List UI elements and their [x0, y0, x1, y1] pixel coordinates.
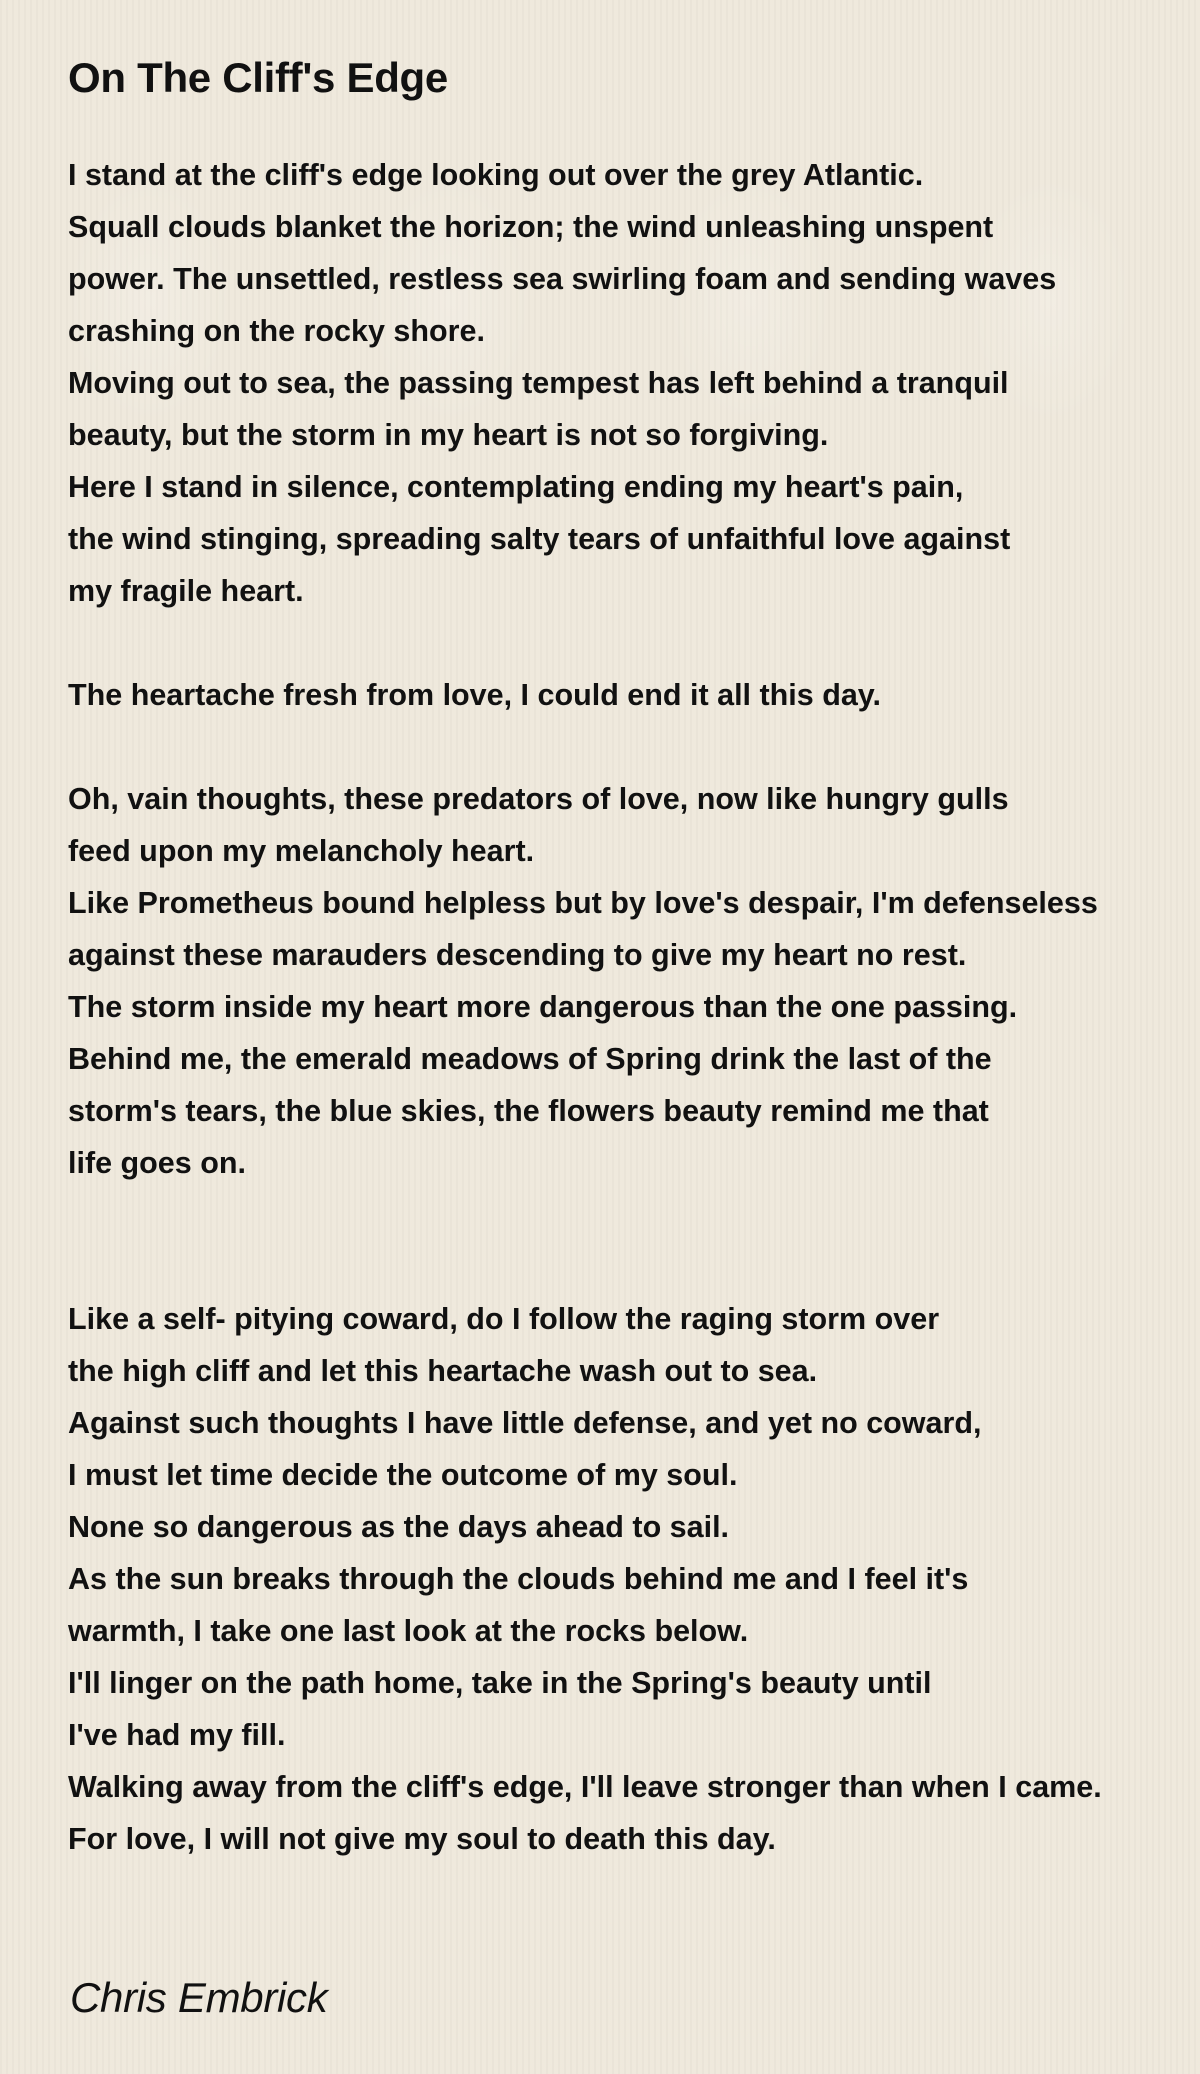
poem-line: Oh, vain thoughts, these predators of love, now like hungry gulls: [68, 782, 1009, 816]
poem-line: my fragile heart.: [68, 574, 304, 608]
poem-line: crashing on the rocky shore.: [68, 314, 485, 348]
poem-line: life goes on.: [68, 1146, 246, 1180]
poem-line: Squall clouds blanket the horizon; the wind unleashing unspent: [68, 210, 994, 244]
stanza-break: [68, 1189, 1178, 1241]
poem-line: power. The unsettled, restless sea swirling foam and sending waves: [68, 262, 1057, 296]
poem-line: None so dangerous as the days ahead to sail.: [68, 1510, 730, 1544]
poem-line: the high cliff and let this heartache wash out to sea.: [68, 1354, 818, 1388]
poem-line: Behind me, the emerald meadows of Spring drink the last of the: [68, 1042, 992, 1076]
stanza-break: [68, 721, 1178, 773]
stanza-break: [68, 1241, 1178, 1293]
poem-line: Like Prometheus bound helpless but by love's despair, I'm defenseless: [68, 886, 1098, 920]
poem-line: Against such thoughts I have little defense, and yet no coward,: [68, 1406, 982, 1440]
poem-line: Moving out to sea, the passing tempest has left behind a tranquil: [68, 366, 1009, 400]
poem-line: storm's tears, the blue skies, the flowers beauty remind me that: [68, 1094, 989, 1128]
poem-line: I must let time decide the outcome of my soul.: [68, 1458, 738, 1492]
poem-body: [68, 149, 1178, 1865]
stanza-break: [68, 617, 1178, 669]
poem-line: the wind stinging, spreading salty tears of unfaithful love against: [68, 522, 1011, 556]
poem-line: warmth, I take one last look at the rocks below.: [68, 1614, 749, 1648]
poem-author: Chris Embrick: [70, 1974, 328, 2021]
poem-line: I've had my fill.: [68, 1718, 286, 1752]
poem-line: The storm inside my heart more dangerous than the one passing.: [68, 990, 1018, 1024]
poem-line: beauty, but the storm in my heart is not so forgiving.: [68, 418, 829, 452]
poem-line: I stand at the cliff's edge looking out over the grey Atlantic.: [68, 158, 924, 192]
poem-line: Walking away from the cliff's edge, I'll leave stronger than when I came.: [68, 1770, 1102, 1804]
poem-line: For love, I will not give my soul to death this day.: [68, 1822, 776, 1856]
poem-line: I'll linger on the path home, take in the Spring's beauty until: [68, 1666, 932, 1700]
poem-line: The heartache fresh from love, I could end it all this day.: [68, 678, 881, 712]
poem-title: On The Cliff's Edge: [68, 54, 448, 101]
poem-line: Like a self- pitying coward, do I follow the raging storm over: [68, 1302, 940, 1336]
poem-line: against these marauders descending to give my heart no rest.: [68, 938, 967, 972]
poem-line: Here I stand in silence, contemplating ending my heart's pain,: [68, 470, 964, 504]
poem-line: As the sun breaks through the clouds behind me and I feel it's: [68, 1562, 969, 1596]
poem-line: feed upon my melancholy heart.: [68, 834, 535, 868]
